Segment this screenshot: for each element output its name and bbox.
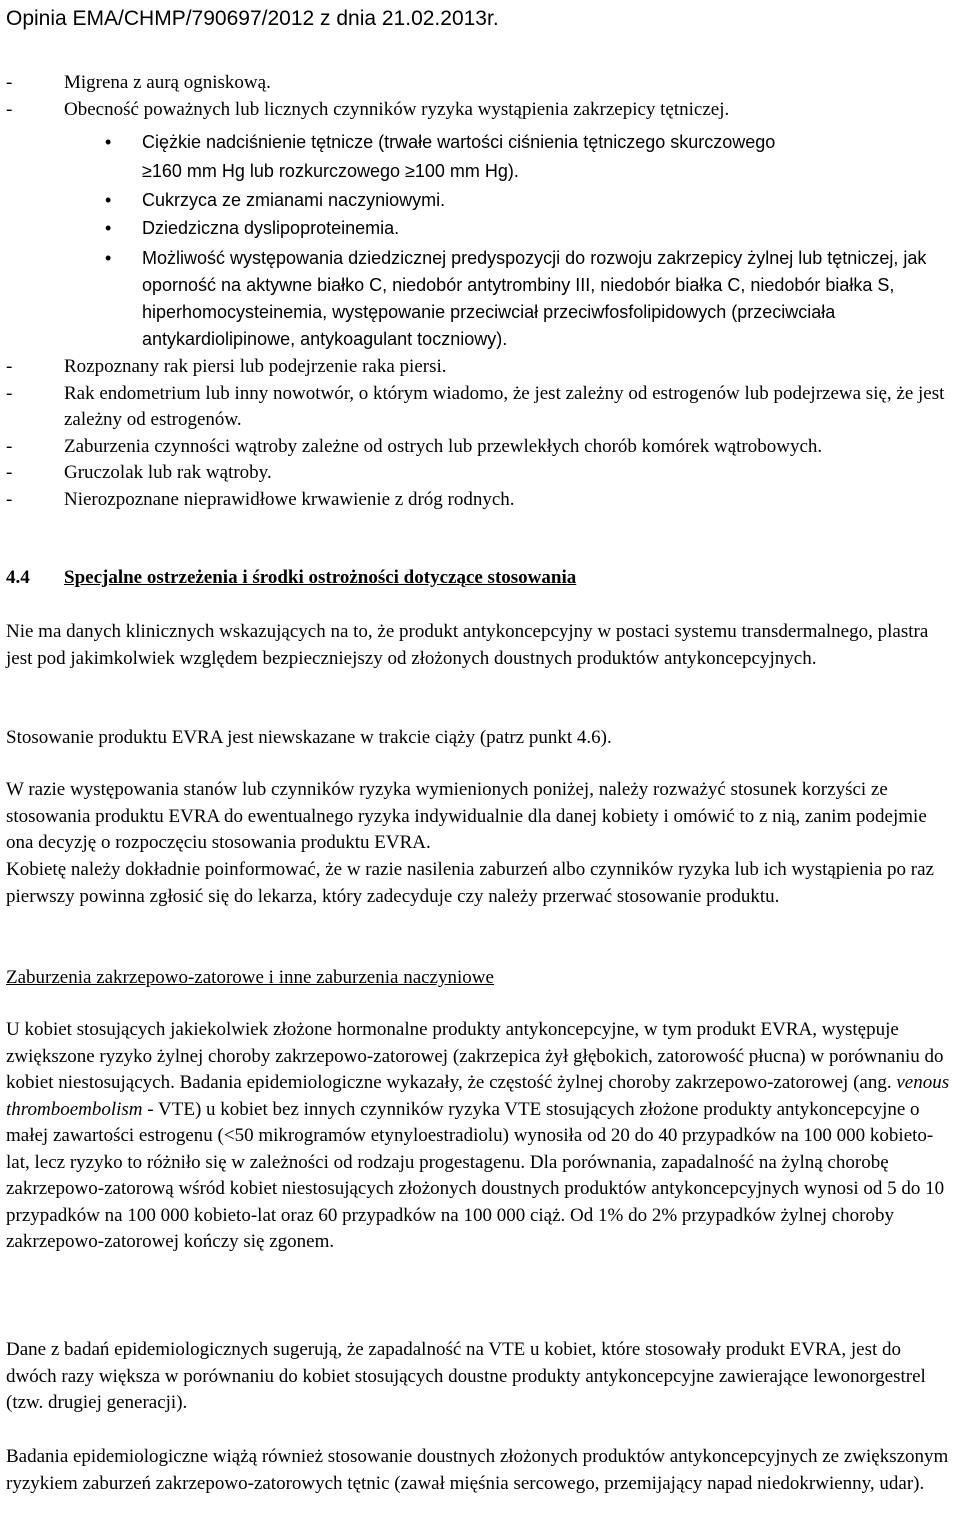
contraindication-list-continued	[6, 354, 956, 513]
list-item: - Migrena z aurą ogniskową.	[6, 70, 956, 97]
contraindication-list	[6, 70, 956, 123]
paragraph: Nie ma danych klinicznych wskazujących na to, że produkt antykoncepcyjny w postaci systemu transdermalnego, plastra jest pod jakimkolwiek względem bezpieczniejszy od złożonych doustnych produktów antykoncepcyjnych.	[6, 621, 929, 669]
document-header: Opinia EMA/CHMP/790697/2012 z dnia 21.02.2013r.	[6, 7, 499, 30]
bullet-item: • Cukrzyca ze zmianami naczyniowymi.	[6, 186, 956, 214]
list-item: - Obecność poważnych lub licznych czynników ryzyka wystąpienia zakrzepicy tętniczej.	[6, 97, 956, 124]
bullet-item-continuation: ≥160 mm Hg lub rozkurczowego ≥100 mm Hg).	[142, 161, 519, 181]
list-item: - Nierozpoznane nieprawidłowe krwawienie z dróg rodnych.	[6, 487, 956, 514]
list-item: - Rozpoznany rak piersi lub podejrzenie raka piersi.	[6, 354, 956, 381]
risk-factor-bullets	[6, 128, 956, 353]
bullet-item: • Dziedziczna dyslipoproteinemia.	[6, 214, 956, 242]
paragraph-text: U kobiet stosujących jakiekolwiek złożone hormonalne produkty antykoncepcyjne, w tym produkt EVRA, występuje zwiększone ryzyko żylnej choroby zakrzepowo-zatorowej (zakrzepica żył głębokich, zatorowość płucna) w porównaniu do kobiet niestosujących. Badania epidemiologiczne wykazały, że częstość żylnej choroby zakrzepowo-zatorowej (ang.	[6, 1019, 944, 1093]
section-heading	[6, 565, 956, 592]
paragraph: Kobietę należy dokładnie poinformować, że w razie nasilenia zaburzeń albo czynników ryzyka lub ich wystąpienia po raz pierwszy powinna zgłosić się do lekarza, który zadecyduje czy należy przerwać stosowanie produktu.	[6, 859, 934, 907]
paragraph-text: - VTE) u kobiet bez innych czynników ryzyka VTE stosujących złożone produkty antykoncepcyjne o małej zawartości estrogenu (<50 mikrogramów etynyloestradiolu) wynosiła od 20 do 40 przypadków na 100 000 kobieto-lat, lecz ryzyko to różniło się w zależności od rodzaju progestagenu. Dla porównania, zapadalność na żylną chorobę zakrzepowo-zatorową wśród kobiet niestosujących złożonych doustnych produktów antykoncepcyjnych wynosi od 5 do 10 przypadków na 100 000 kobieto-lat oraz 60 przypadków na 100 000 ciąż. Od 1% do 2% przypadków żylnej choroby zakrzepowo-zatorowej kończy się zgonem.	[6, 1098, 945, 1252]
subheading: Zaburzenia zakrzepowo-zatorowe i inne zaburzenia naczyniowe	[6, 967, 494, 988]
bullet-item: • Ciężkie nadciśnienie tętnicze (trwałe wartości ciśnienia tętniczego skurczowego	[6, 128, 956, 157]
list-item: - Rak endometrium lub inny nowotwór, o którym wiadomo, że jest zależny od estrogenów lub podejrzewa się, że jest zależny od estrogenów.	[6, 381, 956, 434]
paragraph: W razie występowania stanów lub czynników ryzyka wymienionych poniżej, należy rozważyć stosunek korzyści ze stosowania produktu EVRA do ewentualnego ryzyka indywidualnie dla danej kobiety i omówić to z nią, zanim podejmie ona decyzję o rozpoczęciu stosowania produktu EVRA.	[6, 779, 927, 853]
paragraph	[6, 1017, 956, 1256]
section-number: 4.4	[6, 567, 30, 588]
paragraph: Badania epidemiologiczne wiążą również stosowanie doustnych złożonych produktów antykoncepcyjnych ze zwiększonym ryzykiem zaburzeń zakrzepowo-zatorowych tętnic (zawał mięśnia sercowego, przemijający napad niedokrwienny, udar).	[6, 1446, 949, 1494]
list-item: - Zaburzenia czynności wątroby zależne od ostrych lub przewlekłych chorób komórek wątrobowych.	[6, 434, 956, 461]
bullet-item: • Możliwość występowania dziedzicznej predyspozycji do rozwoju zakrzepicy żylnej lub tętniczej, jak oporność na aktywne białko C, niedobór antytrombiny III, niedobór białka C, niedobór białka S, hiperhomocysteinemia, występowanie przeciwciał przeciwfosfolipidowych (przeciwciała antykardiolipinowe, antykoagulant toczniowy).	[6, 245, 956, 353]
paragraph: Stosowanie produktu EVRA jest niewskazane w trakcie ciąży (patrz punkt 4.6).	[6, 727, 612, 748]
paragraph: Dane z badań epidemiologicznych sugerują, że zapadalność na VTE u kobiet, które stosowały produkt EVRA, jest do dwóch razy większa w porównaniu do kobiet stosujących doustne produkty antykoncepcyjne zawierające lewonorgestrel (tzw. drugiej generacji).	[6, 1339, 926, 1413]
list-item: - Gruczolak lub rak wątroby.	[6, 460, 956, 487]
section-title: Specjalne ostrzeżenia i środki ostrożności dotyczące stosowania	[64, 567, 577, 588]
italic-term: venous thromboembolism	[6, 1072, 950, 1120]
